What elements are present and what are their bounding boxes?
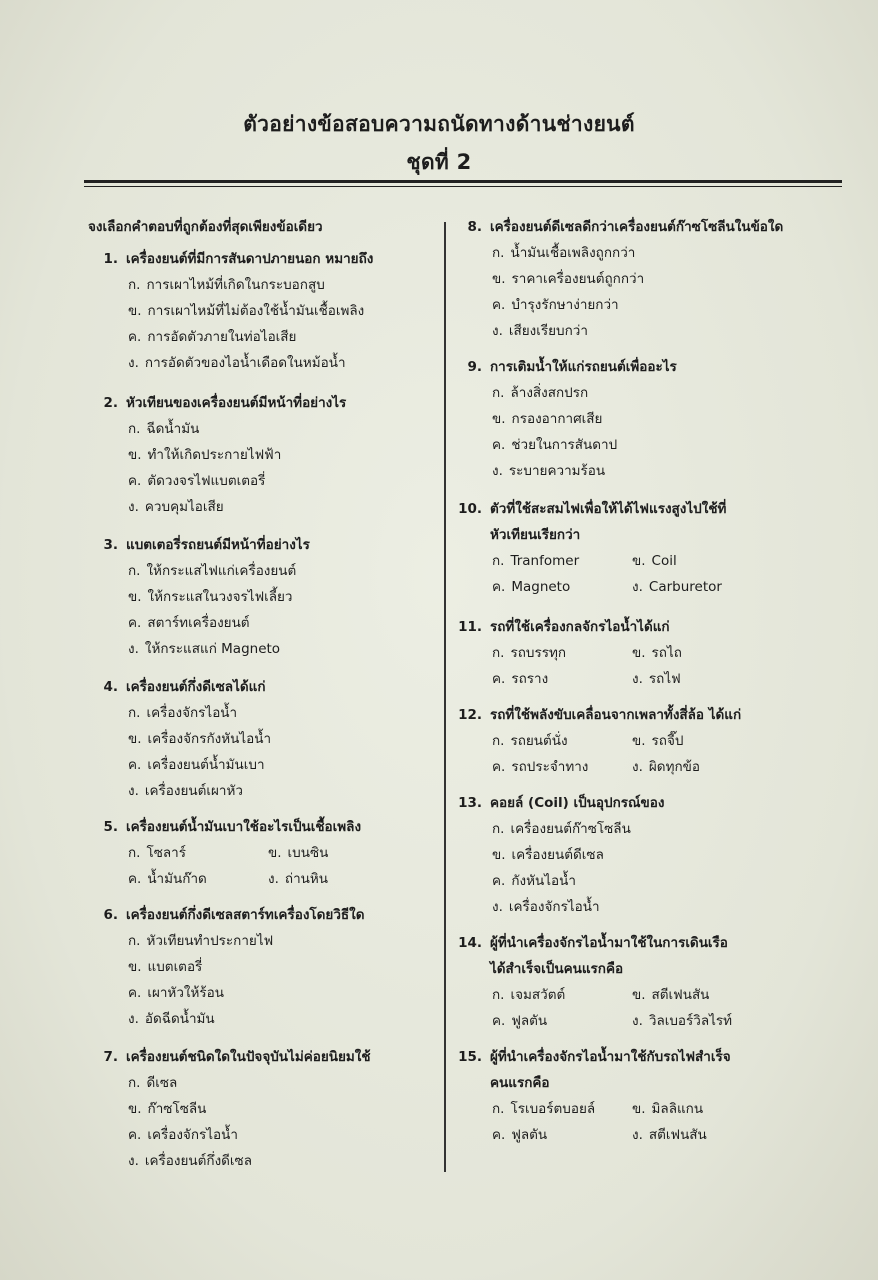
option-letter: ข. xyxy=(268,845,282,861)
question-stem xyxy=(452,354,677,380)
option-letter: ง. xyxy=(128,783,139,799)
option-letter: ก. xyxy=(492,385,505,401)
answer-option-row xyxy=(452,1008,732,1034)
option-letter: ก. xyxy=(128,421,141,437)
option-letter: ข. xyxy=(492,411,506,427)
option-text: แบตเตอรี่ xyxy=(147,959,203,975)
option-letter: ข. xyxy=(128,1101,142,1117)
option-letter: ก. xyxy=(128,563,141,579)
question-11 xyxy=(452,614,682,692)
answer-option xyxy=(88,584,310,610)
answer-option xyxy=(88,726,271,752)
answer-option xyxy=(88,752,271,778)
title-rule-thick xyxy=(84,180,842,183)
option-letter: ง. xyxy=(128,641,139,657)
question-number: 4. xyxy=(103,679,118,695)
answer-option xyxy=(492,1008,632,1034)
answer-option xyxy=(452,318,783,344)
question-10 xyxy=(452,496,726,600)
option-text: ทำให้เกิดประกายไฟฟ้า xyxy=(147,447,282,463)
option-letter: ง. xyxy=(128,355,139,371)
option-letter: ข. xyxy=(632,553,646,569)
answer-option xyxy=(88,416,346,442)
answer-option xyxy=(268,840,328,866)
option-text: ผิดทุกข้อ xyxy=(648,759,700,775)
answer-option xyxy=(452,816,664,842)
question-2 xyxy=(88,390,346,520)
option-text: ตัดวงจรไฟแบตเตอรี่ xyxy=(147,473,266,489)
option-text: ฉีดน้ำมัน xyxy=(146,421,200,437)
answer-option xyxy=(88,700,271,726)
answer-option xyxy=(632,1096,703,1122)
option-letter: ค. xyxy=(492,297,506,313)
answer-option xyxy=(128,840,268,866)
option-text: เครื่องจักรไอน้ำ xyxy=(146,705,238,721)
option-text: เครื่องยนต์น้ำมันเบา xyxy=(147,757,265,773)
option-text: กังหันไอน้ำ xyxy=(511,873,576,889)
answer-option-row xyxy=(452,640,682,666)
answer-option xyxy=(88,350,373,376)
option-text: การอัดตัวของไอน้ำเดือดในหม้อน้ำ xyxy=(144,355,346,371)
question-text-continued: คนแรกคือ xyxy=(490,1075,550,1091)
option-letter: ก. xyxy=(128,277,141,293)
question-stem xyxy=(88,814,361,840)
question-number: 11. xyxy=(458,619,482,635)
option-letter: ก. xyxy=(128,705,141,721)
option-text: เครื่องจักรไอน้ำ xyxy=(508,899,600,915)
option-letter: ค. xyxy=(492,759,506,775)
option-text: Carburetor xyxy=(648,579,722,595)
answer-option xyxy=(492,1122,632,1148)
question-stem xyxy=(88,1044,371,1070)
option-text: เครื่องยนต์ก๊าซโซลีน xyxy=(510,821,631,837)
page-subtitle: ชุดที่ 2 xyxy=(406,150,472,174)
option-text: เจมสวัตต์ xyxy=(510,987,566,1003)
option-letter: ค. xyxy=(492,873,506,889)
title-rule-thin xyxy=(84,186,842,187)
answer-option xyxy=(492,754,632,780)
option-letter: ค. xyxy=(492,579,506,595)
option-letter: ค. xyxy=(128,757,142,773)
option-letter: ง. xyxy=(632,759,643,775)
question-3 xyxy=(88,532,310,662)
option-letter: ง. xyxy=(268,871,279,887)
question-1 xyxy=(88,246,373,376)
question-15 xyxy=(452,1044,731,1148)
option-text: รถไฟ xyxy=(648,671,681,687)
answer-option xyxy=(452,406,677,432)
answer-option xyxy=(632,728,683,754)
question-number: 15. xyxy=(458,1049,482,1065)
answer-option xyxy=(492,548,632,574)
option-letter: ข. xyxy=(632,733,646,749)
question-number: 8. xyxy=(467,219,482,235)
option-text: รถไถ xyxy=(651,645,682,661)
answer-option xyxy=(88,442,346,468)
answer-option xyxy=(492,666,632,692)
question-number: 3. xyxy=(103,537,118,553)
question-text: ผู้ที่นำเครื่องจักรไอน้ำมาใช้กับรถไฟสำเร็จ xyxy=(490,1049,731,1065)
option-letter: ก. xyxy=(492,733,505,749)
option-letter: ง. xyxy=(128,1011,139,1027)
answer-option xyxy=(452,458,677,484)
option-text: รถบรรทุก xyxy=(510,645,567,661)
answer-option xyxy=(452,240,783,266)
option-text: อัดฉีดน้ำมัน xyxy=(144,1011,215,1027)
option-letter: ก. xyxy=(492,245,505,261)
answer-option xyxy=(128,866,268,892)
answer-option xyxy=(492,1096,632,1122)
option-text: ให้กระแสแก่ Magneto xyxy=(144,641,281,657)
answer-option xyxy=(632,574,722,600)
option-letter: ง. xyxy=(128,1153,139,1169)
option-letter: ก. xyxy=(128,1075,141,1091)
option-letter: ข. xyxy=(128,731,142,747)
option-text: รถราง xyxy=(511,671,549,687)
option-text: ช่วยในการสันดาป xyxy=(511,437,618,453)
answer-option-row xyxy=(452,982,732,1008)
question-5 xyxy=(88,814,361,892)
option-letter: ค. xyxy=(128,985,142,1001)
option-letter: ง. xyxy=(492,899,503,915)
answer-option xyxy=(632,548,677,574)
answer-option xyxy=(88,954,365,980)
question-text: หัวเทียนของเครื่องยนต์มีหน้าที่อย่างไร xyxy=(126,395,347,411)
answer-option xyxy=(88,980,365,1006)
option-letter: ค. xyxy=(492,437,506,453)
question-text: เครื่องยนต์ที่มีการสันดาปภายนอก หมายถึง xyxy=(126,251,374,267)
answer-option xyxy=(452,894,664,920)
option-letter: ข. xyxy=(632,987,646,1003)
question-number: 13. xyxy=(458,795,482,811)
question-text: เครื่องยนต์ดีเซลดีกว่าเครื่องยนต์ก๊าซโซลีนในข้อใด xyxy=(490,219,784,235)
answer-option xyxy=(452,380,677,406)
option-letter: ก. xyxy=(128,933,141,949)
option-text: ฟูลตัน xyxy=(511,1127,548,1143)
answer-option-row xyxy=(88,840,361,866)
question-stem xyxy=(452,614,682,640)
question-number: 10. xyxy=(458,501,482,517)
option-text: เบนซิน xyxy=(287,845,329,861)
question-text: ตัวที่ใช้สะสมไฟเพื่อให้ได้ไฟแรงสูงไปใช้ที่ xyxy=(490,501,727,517)
option-letter: ข. xyxy=(492,271,506,287)
question-number: 7. xyxy=(103,1049,118,1065)
answer-option xyxy=(88,272,373,298)
answer-option-row xyxy=(452,728,741,754)
answer-option-row xyxy=(452,1096,731,1122)
answer-option-row xyxy=(88,866,361,892)
instruction-text: จงเลือกคำตอบที่ถูกต้องที่สุดเพียงข้อเดียว xyxy=(88,219,323,235)
answer-option-row xyxy=(452,1122,731,1148)
option-text: โซลาร์ xyxy=(146,845,186,861)
option-letter: ง. xyxy=(632,671,643,687)
answer-option xyxy=(88,1148,371,1174)
answer-option xyxy=(492,982,632,1008)
answer-option xyxy=(88,1096,371,1122)
question-stem xyxy=(452,214,783,240)
question-number: 6. xyxy=(103,907,118,923)
answer-option xyxy=(88,778,271,804)
option-letter: ค. xyxy=(492,1013,506,1029)
option-text: หัวเทียนทำประกายไฟ xyxy=(146,933,274,949)
option-letter: ก. xyxy=(492,1101,505,1117)
answer-option xyxy=(88,610,310,636)
question-stem xyxy=(88,246,373,272)
question-text: เครื่องยนต์น้ำมันเบาใช้อะไรเป็นเชื้อเพลิง xyxy=(126,819,362,835)
option-text: ฟูลตัน xyxy=(511,1013,548,1029)
option-letter: ข. xyxy=(492,847,506,863)
answer-option xyxy=(492,640,632,666)
answer-option xyxy=(88,558,310,584)
question-number: 2. xyxy=(103,395,118,411)
question-stem xyxy=(88,390,346,416)
option-letter: ข. xyxy=(128,303,142,319)
option-letter: ค. xyxy=(128,615,142,631)
answer-option xyxy=(632,1008,732,1034)
answer-option-row xyxy=(452,548,726,574)
option-letter: ข. xyxy=(128,959,142,975)
option-letter: ง. xyxy=(632,579,643,595)
question-6 xyxy=(88,902,365,1032)
option-text: ถ่านหิน xyxy=(284,871,329,887)
question-stem xyxy=(88,532,310,558)
option-letter: ค. xyxy=(492,671,506,687)
answer-option xyxy=(632,666,681,692)
option-letter: ก. xyxy=(492,553,505,569)
answer-option xyxy=(88,1122,371,1148)
question-14 xyxy=(452,930,732,1034)
answer-option xyxy=(452,842,664,868)
question-12 xyxy=(452,702,741,780)
question-number: 14. xyxy=(458,935,482,951)
answer-option xyxy=(268,866,328,892)
option-text: การเผาไหม้ที่เกิดในกระบอกสูบ xyxy=(146,277,325,293)
option-text: ให้กระแสไฟแก่เครื่องยนต์ xyxy=(146,563,297,579)
answer-option xyxy=(492,728,632,754)
option-text: ก๊าซโซลีน xyxy=(147,1101,207,1117)
option-text: มิลลิแกน xyxy=(651,1101,704,1117)
option-text: กรองอากาศเสีย xyxy=(511,411,603,427)
option-letter: ง. xyxy=(632,1013,643,1029)
option-text: เครื่องยนต์กึ่งดีเซล xyxy=(144,1153,252,1169)
option-text: เครื่องจักรไอน้ำ xyxy=(147,1127,238,1143)
answer-option xyxy=(88,636,310,662)
option-letter: ค. xyxy=(128,871,142,887)
question-stem xyxy=(88,902,365,928)
option-letter: ก. xyxy=(128,845,141,861)
question-stem xyxy=(452,702,741,728)
question-text: รถที่ใช้เครื่องกลจักรไอน้ำได้แก่ xyxy=(490,619,670,635)
question-stem xyxy=(88,674,271,700)
question-text: การเติมน้ำให้แก่รถยนต์เพื่ออะไร xyxy=(490,359,677,375)
question-text-continued: หัวเทียนเรียกว่า xyxy=(490,527,581,543)
option-text: ควบคุมไอเสีย xyxy=(144,499,224,515)
option-text: Magneto xyxy=(511,579,571,595)
option-text: Coil xyxy=(651,553,677,569)
option-letter: ค. xyxy=(128,1127,142,1143)
option-letter: ข. xyxy=(128,447,142,463)
option-letter: ง. xyxy=(632,1127,643,1143)
option-text: เสียงเรียบกว่า xyxy=(508,323,588,339)
option-text: วิลเบอร์วิลไรท์ xyxy=(648,1013,733,1029)
option-text: รถจี๊ป xyxy=(651,733,684,749)
question-text: รถที่ใช้พลังขับเคลื่อนจากเพลาทั้งสี่ล้อ ได้แก่ xyxy=(490,707,742,723)
question-number: 12. xyxy=(458,707,482,723)
option-text: การอัดตัวภายในท่อไอเสีย xyxy=(147,329,297,345)
option-text: สตีเฟนสัน xyxy=(651,987,710,1003)
option-letter: ข. xyxy=(632,1101,646,1117)
question-number: 1. xyxy=(103,251,118,267)
question-number: 5. xyxy=(103,819,118,835)
option-letter: ง. xyxy=(492,463,503,479)
answer-option xyxy=(88,928,365,954)
column-divider xyxy=(444,222,446,1172)
question-9 xyxy=(452,354,677,484)
question-text: ผู้ที่นำเครื่องจักรไอน้ำมาใช้ในการเดินเรือ xyxy=(490,935,728,951)
answer-option xyxy=(452,266,783,292)
answer-option xyxy=(632,982,709,1008)
answer-option-row xyxy=(452,754,741,780)
answer-option xyxy=(452,292,783,318)
answer-option xyxy=(88,298,373,324)
option-letter: ง. xyxy=(128,499,139,515)
option-text: รถยนต์นั่ง xyxy=(510,733,568,749)
answer-option xyxy=(452,868,664,894)
question-stem xyxy=(452,930,732,956)
option-text: เครื่องยนต์เผาหัว xyxy=(144,783,243,799)
option-text: น้ำมันเชื้อเพลิงถูกกว่า xyxy=(510,245,636,261)
answer-option xyxy=(632,1122,707,1148)
answer-option xyxy=(88,468,346,494)
answer-option xyxy=(88,324,373,350)
answer-option xyxy=(632,754,700,780)
option-letter: ก. xyxy=(492,987,505,1003)
option-letter: ง. xyxy=(492,323,503,339)
option-text: สตาร์ทเครื่องยนต์ xyxy=(147,615,250,631)
option-letter: ข. xyxy=(632,645,646,661)
option-text: ให้กระแสในวงจรไฟเลี้ยว xyxy=(147,589,293,605)
question-text: คอยล์ (Coil) เป็นอุปกรณ์ของ xyxy=(490,795,665,811)
option-text: เครื่องจักรกังหันไอน้ำ xyxy=(147,731,272,747)
answer-option xyxy=(88,494,346,520)
option-text: น้ำมันก๊าด xyxy=(147,871,207,887)
option-letter: ข. xyxy=(128,589,142,605)
answer-option xyxy=(632,640,682,666)
option-letter: ก. xyxy=(492,821,505,837)
answer-option xyxy=(88,1070,371,1096)
option-text: โรเบอร์ตบอยล์ xyxy=(510,1101,596,1117)
question-stem xyxy=(452,1044,731,1070)
option-letter: ค. xyxy=(128,473,142,489)
question-text-continued: ได้สำเร็จเป็นคนแรกคือ xyxy=(490,961,624,977)
option-text: เผาหัวให้ร้อน xyxy=(147,985,224,1001)
page-title: ตัวอย่างข้อสอบความถนัดทางด้านช่างยนต์ xyxy=(243,112,635,136)
answer-option xyxy=(88,1006,365,1032)
option-text: สตีเฟนสัน xyxy=(648,1127,707,1143)
option-text: Tranfomer xyxy=(510,553,580,569)
option-text: ดีเซล xyxy=(146,1075,178,1091)
option-letter: ก. xyxy=(492,645,505,661)
option-letter: ค. xyxy=(128,329,142,345)
question-stem xyxy=(452,496,726,522)
question-8 xyxy=(452,214,783,344)
option-text: ราคาเครื่องยนต์ถูกกว่า xyxy=(511,271,645,287)
option-text: เครื่องยนต์ดีเซล xyxy=(511,847,604,863)
question-13 xyxy=(452,790,664,920)
answer-option-row xyxy=(452,666,682,692)
answer-option xyxy=(452,432,677,458)
question-text: แบตเตอรี่รถยนต์มีหน้าที่อย่างไร xyxy=(126,537,310,553)
question-number: 9. xyxy=(467,359,482,375)
option-text: ล้างสิ่งสกปรก xyxy=(510,385,589,401)
question-text: เครื่องยนต์กึ่งดีเซลสตาร์ทเครื่องโดยวิธีใด xyxy=(126,907,365,923)
option-text: ระบายความร้อน xyxy=(508,463,606,479)
option-text: รถประจำทาง xyxy=(511,759,589,775)
question-4 xyxy=(88,674,271,804)
question-text: เครื่องยนต์ชนิดใดในปัจจุบันไม่ค่อยนิยมใช้ xyxy=(126,1049,371,1065)
question-text: เครื่องยนต์กึ่งดีเซลได้แก่ xyxy=(126,679,266,695)
answer-option xyxy=(492,574,632,600)
option-text: บำรุงรักษาง่ายกว่า xyxy=(511,297,619,313)
option-letter: ค. xyxy=(492,1127,506,1143)
question-stem xyxy=(452,790,664,816)
answer-option-row xyxy=(452,574,726,600)
question-7 xyxy=(88,1044,371,1174)
option-text: การเผาไหม้ที่ไม่ต้องใช้น้ำมันเชื้อเพลิง xyxy=(147,303,365,319)
